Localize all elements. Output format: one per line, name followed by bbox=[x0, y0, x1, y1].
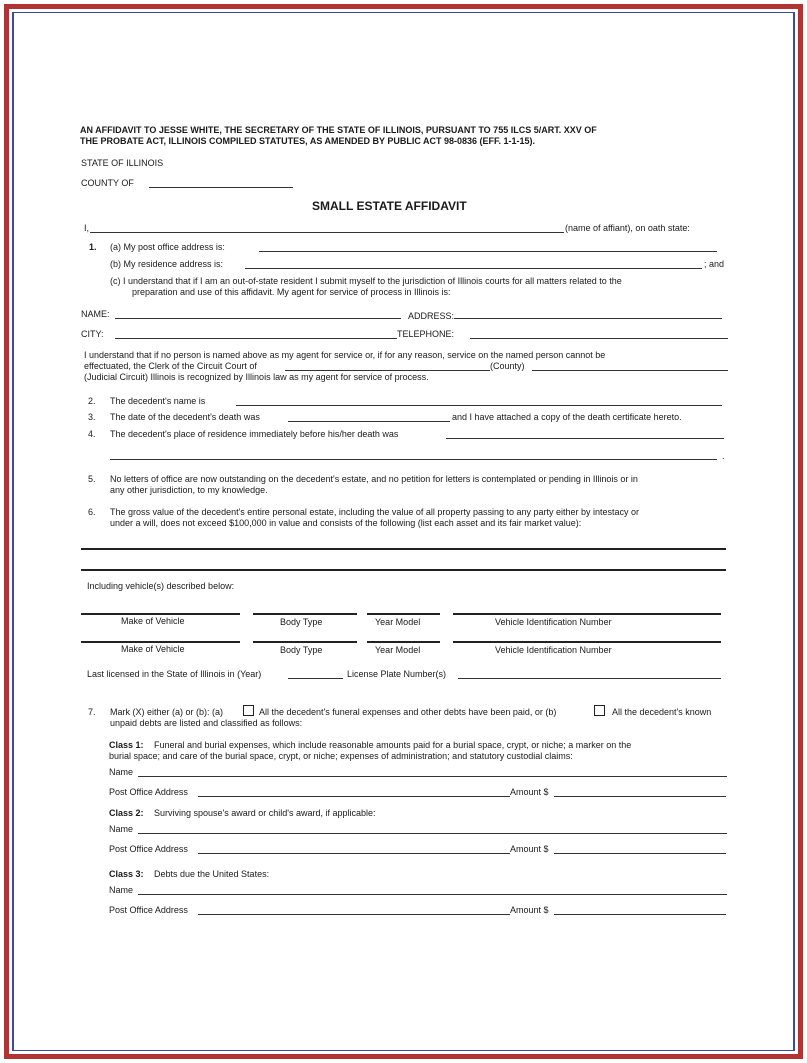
item-1c-line-1: (c) I understand that if I am an out-of-state resident I submit myself to the jurisdiction of Illinois courts for all matters related to the bbox=[110, 276, 622, 286]
header-line-1: AN AFFIDAVIT TO JESSE WHITE, THE SECRETARY OF THE STATE OF ILLINOIS, PURSUANT TO 755 ILCS 5/ART. XXV OF bbox=[80, 125, 597, 135]
understand-line-2b: (County) bbox=[490, 361, 525, 371]
class-2-name-field[interactable] bbox=[138, 833, 727, 834]
residence-before-death-field-2[interactable] bbox=[110, 459, 717, 460]
affiant-suffix: (name of affiant), on oath state: bbox=[565, 223, 690, 233]
agent-telephone-label: TELEPHONE: bbox=[397, 329, 455, 339]
form-title: SMALL ESTATE AFFIDAVIT bbox=[312, 199, 467, 213]
class-2-label: Class 2: bbox=[109, 808, 144, 818]
class-1-line-2: burial space; and care of the burial space, crypt, or niche; expenses of administration; and statutory custodial claims: bbox=[109, 751, 573, 761]
item-2-number: 2. bbox=[88, 396, 96, 406]
vehicle-2-vin-field[interactable] bbox=[453, 641, 721, 643]
vehicle-1-vin-field[interactable] bbox=[453, 613, 721, 615]
agent-name-field[interactable] bbox=[115, 318, 401, 319]
item-3-number: 3. bbox=[88, 412, 96, 422]
header-line-2: THE PROBATE ACT, ILLINOIS COMPILED STATUTES, AS AMENDED BY PUBLIC ACT 98-0836 (EFF. 1-1-15). bbox=[80, 136, 536, 146]
item-4-end: . bbox=[722, 451, 725, 461]
item-2-text: The decedent's name is bbox=[110, 396, 206, 406]
agent-telephone-field[interactable] bbox=[470, 338, 728, 339]
item-7-line-1b: All the decedent's funeral expenses and other debts have been paid, or (b) bbox=[259, 707, 557, 717]
decedent-name-field[interactable] bbox=[236, 405, 722, 406]
class-1-amount-field[interactable] bbox=[554, 796, 726, 797]
class-3-name-label: Name bbox=[109, 885, 134, 895]
death-date-field[interactable] bbox=[288, 421, 450, 422]
class-3-label: Class 3: bbox=[109, 869, 144, 879]
class-1-name-label: Name bbox=[109, 767, 134, 777]
agent-city-label: CITY: bbox=[81, 329, 104, 339]
clerk-county-field[interactable] bbox=[285, 370, 490, 371]
class-3-amount-label: Amount $ bbox=[510, 905, 549, 915]
vehicle-1-year-field[interactable] bbox=[367, 613, 440, 615]
item-7-line-1a: Mark (X) either (a) or (b): (a) bbox=[110, 707, 224, 717]
class-1-name-field[interactable] bbox=[138, 776, 727, 777]
agent-name-label: NAME: bbox=[81, 309, 110, 319]
checkbox-a[interactable] bbox=[243, 705, 254, 716]
vehicle-1-make-label: Make of Vehicle bbox=[121, 616, 185, 626]
class-3-po-label: Post Office Address bbox=[109, 905, 188, 915]
class-3-name-field[interactable] bbox=[138, 894, 727, 895]
county-field[interactable] bbox=[149, 187, 293, 188]
post-office-address-field[interactable] bbox=[259, 251, 717, 252]
item-6-line-2: under a will, does not exceed $100,000 in value and consists of the following (list each asset and its fair market value): bbox=[110, 518, 582, 528]
class-2-name-label: Name bbox=[109, 824, 134, 834]
last-licensed-year-field[interactable] bbox=[288, 678, 343, 679]
class-2-line-1: Surviving spouse's award or child's award, if applicable: bbox=[154, 808, 376, 818]
class-1-po-label: Post Office Address bbox=[109, 787, 188, 797]
residence-before-death-field[interactable] bbox=[446, 438, 724, 439]
item-3-text-a: The date of the decedent's death was bbox=[110, 412, 260, 422]
item-1b-end: ; and bbox=[704, 259, 725, 269]
affiant-name-field[interactable] bbox=[90, 232, 564, 233]
class-1-po-field[interactable] bbox=[198, 796, 510, 797]
asset-line-2[interactable] bbox=[81, 569, 726, 571]
item-7-line-2: unpaid debts are listed and classified as follows: bbox=[110, 718, 303, 728]
class-2-amount-label: Amount $ bbox=[510, 844, 549, 854]
class-1-line-1: Funeral and burial expenses, which include reasonable amounts paid for a burial space, crypt, or niche; a marker on the bbox=[154, 740, 632, 750]
item-1-number: 1. bbox=[89, 242, 97, 252]
last-licensed-label: Last licensed in the State of Illinois in (Year) bbox=[87, 669, 262, 679]
vehicle-2-body-field[interactable] bbox=[253, 641, 357, 643]
class-2-po-label: Post Office Address bbox=[109, 844, 188, 854]
class-1-amount-label: Amount $ bbox=[510, 787, 549, 797]
item-5-line-2: any other jurisdiction, to my knowledge. bbox=[110, 485, 268, 495]
item-7-line-1c: All the decedent's known bbox=[612, 707, 712, 717]
checkbox-b[interactable] bbox=[594, 705, 605, 716]
agent-city-field[interactable] bbox=[115, 338, 397, 339]
state-label: STATE OF ILLINOIS bbox=[81, 158, 164, 168]
class-2-po-field[interactable] bbox=[198, 853, 510, 854]
vehicle-2-year-field[interactable] bbox=[367, 641, 440, 643]
item-6-line-1: The gross value of the decedent's entire personal estate, including the value of all property passing to any party either by intestacy or bbox=[110, 507, 640, 517]
class-1-label: Class 1: bbox=[109, 740, 144, 750]
understand-line-3: (Judicial Circuit) Illinois is recognized by Illinois law as my agent for service of process. bbox=[84, 372, 429, 382]
item-5-number: 5. bbox=[88, 474, 96, 484]
item-4-number: 4. bbox=[88, 429, 96, 439]
vehicle-1-make-field[interactable] bbox=[81, 613, 240, 615]
class-2-amount-field[interactable] bbox=[554, 853, 726, 854]
vehicle-1-vin-label: Vehicle Identification Number bbox=[495, 617, 612, 627]
item-6-number: 6. bbox=[88, 507, 96, 517]
item-3-text-b: and I have attached a copy of the death certificate hereto. bbox=[452, 412, 682, 422]
class-3-po-field[interactable] bbox=[198, 914, 510, 915]
item-1c-line-2: preparation and use of this affidavit. My agent for service of process in Illinois is: bbox=[132, 287, 451, 297]
vehicle-2-year-label: Year Model bbox=[375, 645, 421, 655]
item-1a-text: (a) My post office address is: bbox=[110, 242, 225, 252]
vehicle-2-vin-label: Vehicle Identification Number bbox=[495, 645, 612, 655]
item-5-line-1: No letters of office are now outstanding on the decedent's estate, and no petition for letters is contemplated or pending in Illinois or in bbox=[110, 474, 638, 484]
residence-address-field[interactable] bbox=[245, 268, 702, 269]
vehicles-intro: Including vehicle(s) described below: bbox=[87, 581, 235, 591]
vehicle-2-make-field[interactable] bbox=[81, 641, 240, 643]
vehicle-1-body-label: Body Type bbox=[280, 617, 323, 627]
vehicle-1-body-field[interactable] bbox=[253, 613, 357, 615]
item-1b-text: (b) My residence address is: bbox=[110, 259, 224, 269]
judicial-circuit-field[interactable] bbox=[532, 370, 728, 371]
license-plate-field[interactable] bbox=[458, 678, 721, 679]
understand-line-1: I understand that if no person is named above as my agent for service or, if for any reason, service on the named person cannot be bbox=[84, 350, 606, 360]
vehicle-2-make-label: Make of Vehicle bbox=[121, 644, 185, 654]
class-3-amount-field[interactable] bbox=[554, 914, 726, 915]
agent-address-field[interactable] bbox=[454, 318, 722, 319]
affiant-prefix: I, bbox=[84, 223, 90, 233]
vehicle-1-year-label: Year Model bbox=[375, 617, 421, 627]
understand-line-2a: effectuated, the Clerk of the Circuit Court of bbox=[84, 361, 257, 371]
document-page bbox=[14, 13, 793, 1050]
asset-line-1[interactable] bbox=[81, 548, 726, 550]
class-3-line-1: Debts due the United States: bbox=[154, 869, 270, 879]
item-4-text: The decedent's place of residence immediately before his/her death was bbox=[110, 429, 399, 439]
item-7-number: 7. bbox=[88, 707, 96, 717]
license-plate-label: License Plate Number(s) bbox=[347, 669, 447, 679]
county-label: COUNTY OF bbox=[81, 178, 134, 188]
vehicle-2-body-label: Body Type bbox=[280, 645, 323, 655]
agent-address-label: ADDRESS: bbox=[408, 311, 455, 321]
